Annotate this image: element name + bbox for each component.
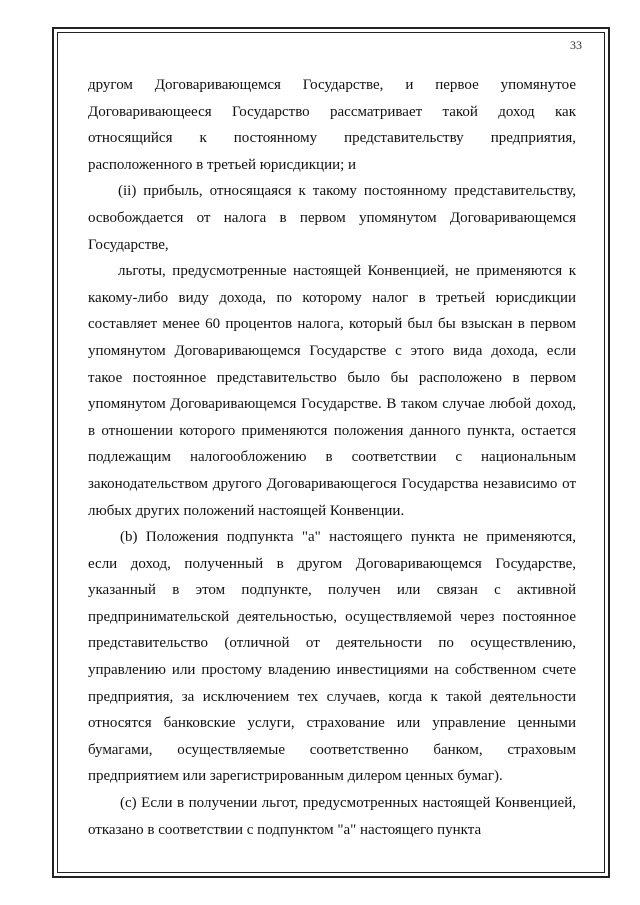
paragraph-item-ii: (ii) прибыль, относящаяся к такому постоянному представительству, освобождается от налога в первом упомянутом Договаривающемся Государстве, — [88, 183, 576, 253]
paragraph-benefits-limitation: льготы, предусмотренные настоящей Конвенцией, не применяются к какому-либо виду дохода, по которому налог в третьей юрисдикции составляет менее 60 процентов налога, который был бы взыскан в первом упомянутом Договаривающемся Государстве с этого вида дохода, если такое постоянное представительство было бы расположено в первом упомянутом Договаривающемся Государстве. В таком случае любой доход, в отношении которого применяются положения данного пункта, остается подлежащим налогообложению в соответствии с национальным законодательством другого Договаривающегося Государства независимо от любых других положений настоящей Конвенции. — [88, 263, 576, 519]
paragraph-subitem-c: (c) Если в получении льгот, предусмотренных настоящей Конвенцией, отказано в соответствии с подпунктом "а" настоящего пункта — [88, 795, 576, 838]
paragraph-subitem-b: (b) Положения подпункта "а" настоящего пункта не применяются, если доход, полученный в другом Договаривающемся Государстве, указанный в этом подпункте, получен или связан с активной предпринимательской деятельностью, осуществляемой через постоянное представительство (отличной от деятельности по осуществлению, управлению или простому владению инвестициями на собственном счете предприятия, за исключением тех случаев, когда к такой деятельности относятся банковские услуги, страхование или управление ценными бумагами, осуществляемые соответственно банком, страховым предприятием или зарегистрированным дилером ценных бумаг). — [88, 529, 576, 785]
page-number: 33 — [570, 38, 582, 52]
document-body — [88, 72, 576, 843]
paragraph-continuation: другом Договаривающемся Государстве, и первое упомянутое Договаривающееся Государство рассматривает такой доход как относящийся к постоянному представительству предприятия, расположенного в третьей юрисдикции; и — [88, 77, 576, 173]
